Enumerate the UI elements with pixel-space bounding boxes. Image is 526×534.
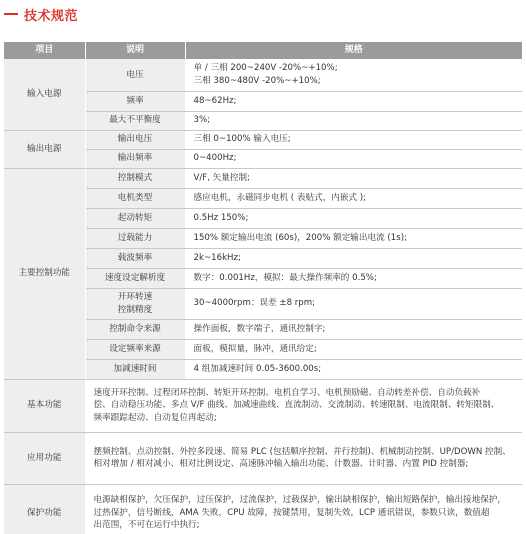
header-description: 说明 [85, 42, 185, 59]
param-cell: 起动转矩 [85, 208, 185, 228]
value-cell: 4 组加减速时间 0.05-3600.00s; [185, 359, 522, 379]
value-cell: 3%; [185, 111, 522, 130]
param-cell: 设定频率来源 [85, 339, 185, 359]
param-line: 开环转速 [117, 292, 153, 303]
heading-dash [4, 13, 18, 15]
value-cell: 2k~16kHz; [185, 248, 522, 268]
basic-functions-text [85, 379, 522, 432]
value-cell: 48~62Hz; [185, 91, 522, 111]
value-line: 三相 380~480V -20%~+10%; [193, 75, 321, 86]
param-cell: 控制命令来源 [85, 319, 185, 339]
table-row [4, 168, 522, 188]
value-cell: 150% 额定输出电流 (60s)，200% 额定输出电流 (1s); [185, 228, 522, 248]
value-cell: 0.5Hz 150%; [185, 208, 522, 228]
param-cell: 输出电压 [85, 130, 185, 149]
text-line: 频率跟踪起动、自动复位再起动; [93, 412, 217, 423]
param-cell: 载波频率 [85, 248, 185, 268]
header-item: 项目 [4, 42, 85, 59]
param-cell: 电机类型 [85, 188, 185, 208]
table-row [4, 130, 522, 149]
spec-table [4, 42, 522, 534]
category-application-functions: 应用功能 [4, 432, 85, 484]
category-basic-functions: 基本功能 [4, 379, 85, 432]
param-line: 控制精度 [117, 304, 153, 315]
param-cell: 加减速时间 [85, 359, 185, 379]
table-row [4, 432, 522, 484]
value-cell: 三相 0~100% 输入电压; [185, 130, 522, 149]
table-row [4, 59, 522, 91]
category-input-power: 输入电源 [4, 59, 85, 130]
text-line: 过热保护，信号断线，AMA 失败，CPU 故障，按键禁用，复制失效，LCP 通讯错误，参数只读，数值超 [93, 507, 490, 518]
section-heading [4, 5, 78, 23]
param-cell: 控制模式 [85, 168, 185, 188]
param-cell: 速度设定解析度 [85, 268, 185, 288]
table-header-row [4, 42, 522, 59]
category-protection-functions: 保护功能 [4, 484, 85, 534]
text-line: 相对增加 / 相对减小、相对比例设定、高速脉冲输入输出功能、计数器、计时器、内置 PID 控制器; [93, 459, 469, 469]
table-row [4, 484, 522, 534]
param-cell: 频率 [85, 91, 185, 111]
section-title: 技术规范 [24, 8, 79, 24]
value-cell: 操作面板，数字端子，通讯控制字; [185, 319, 522, 339]
text-line: 摆频控制、点动控制、外控多段速、简易 PLC (包括顺序控制、并行控制)、机械制动控制、UP/DOWN 控制、 [93, 446, 511, 457]
value-cell: 30~4000rpm：误差 ±8 rpm; [185, 288, 522, 319]
text-line: 偿、自动稳压功能、多点 V/F 曲线、加减速曲线、直流制动、交流制动、转速限制、电流限制、转矩限制、 [93, 400, 500, 411]
param-cell: 过载能力 [85, 228, 185, 248]
param-cell: 输出频率 [85, 149, 185, 168]
table-row [4, 379, 522, 432]
value-cell [185, 59, 522, 91]
value-cell: V/F, 矢量控制; [185, 168, 522, 188]
protection-functions-text [85, 484, 522, 534]
text-line: 电源缺相保护，欠压保护，过压保护，过流保护，过载保护，输出缺相保护，输出短路保护，输出接地保护， [93, 495, 507, 506]
param-cell: 电压 [85, 59, 185, 91]
header-spec: 规格 [185, 42, 522, 59]
value-cell: 0~400Hz; [185, 149, 522, 168]
application-functions-text [85, 432, 522, 484]
value-line: 单 / 三相 200~240V -20%~+10%; [193, 63, 338, 74]
value-cell: 感应电机，永磁同步电机 ( 表贴式，内嵌式 ); [185, 188, 522, 208]
text-line: 出范围，不可在运行中执行; [93, 520, 200, 531]
category-main-control: 主要控制功能 [4, 168, 85, 379]
category-output-power: 输出电源 [4, 130, 85, 168]
value-cell: 面板，模拟量，脉冲，通讯给定; [185, 339, 522, 359]
param-cell: 最大不平衡度 [85, 111, 185, 130]
text-line: 速度开环控制、过程闭环控制、转矩开环控制、电机自学习、电机预励磁、自动转差补偿、自动负载补 [93, 387, 481, 398]
param-cell [85, 288, 185, 319]
value-cell: 数字：0.001Hz，模拟：最大操作频率的 0.5%; [185, 268, 522, 288]
